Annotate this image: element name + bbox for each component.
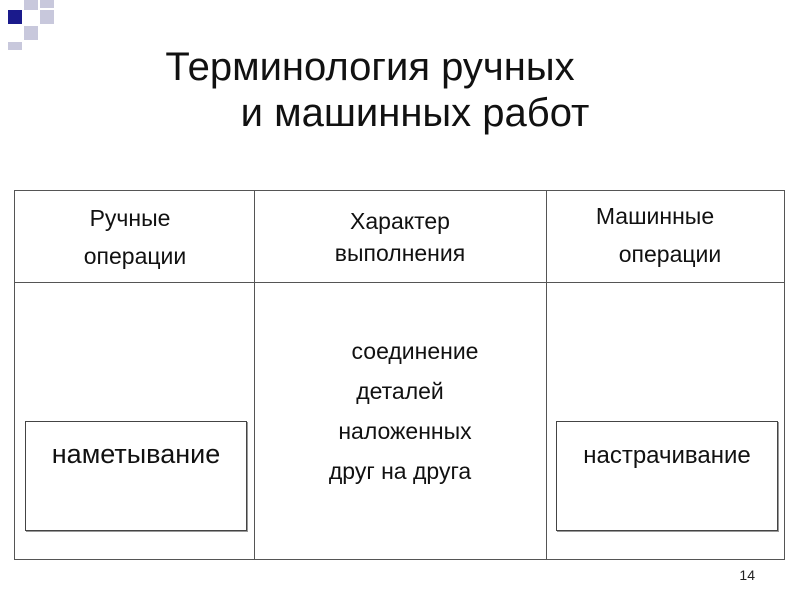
- description-line: деталей: [356, 378, 444, 404]
- description-line: наложенных: [338, 418, 472, 444]
- header-character-line1: Характер: [350, 208, 450, 234]
- deco-square: [24, 0, 38, 10]
- header-manual-operations: [35, 199, 235, 275]
- description-line: соединение: [351, 338, 479, 364]
- header-character: [275, 205, 525, 269]
- description-text: [270, 331, 530, 491]
- header-machine-line2: операции: [618, 241, 722, 267]
- header-manual-line1: Ручные: [89, 205, 171, 231]
- deco-square: [24, 26, 38, 40]
- description-line: друг на друга: [328, 458, 472, 484]
- row-divider: [15, 282, 784, 283]
- header-machine-line1: Машинные: [595, 203, 715, 229]
- title-line-2: и машинных работ: [240, 91, 590, 135]
- deco-square: [40, 10, 54, 24]
- column-divider: [254, 191, 255, 559]
- deco-square: [40, 0, 54, 8]
- deco-square: [8, 10, 22, 24]
- manual-term-box: наметывание: [25, 421, 247, 531]
- title-line-1: Терминология ручных: [165, 45, 575, 89]
- column-divider: [546, 191, 547, 559]
- terminology-table: [14, 190, 785, 560]
- slide-title: [0, 44, 800, 136]
- header-manual-line2: операции: [83, 243, 187, 269]
- header-machine-operations: [560, 197, 770, 273]
- machine-term-box: настрачивание: [556, 421, 778, 531]
- page-number: 14: [739, 567, 755, 583]
- header-character-line2: выполнения: [334, 240, 466, 266]
